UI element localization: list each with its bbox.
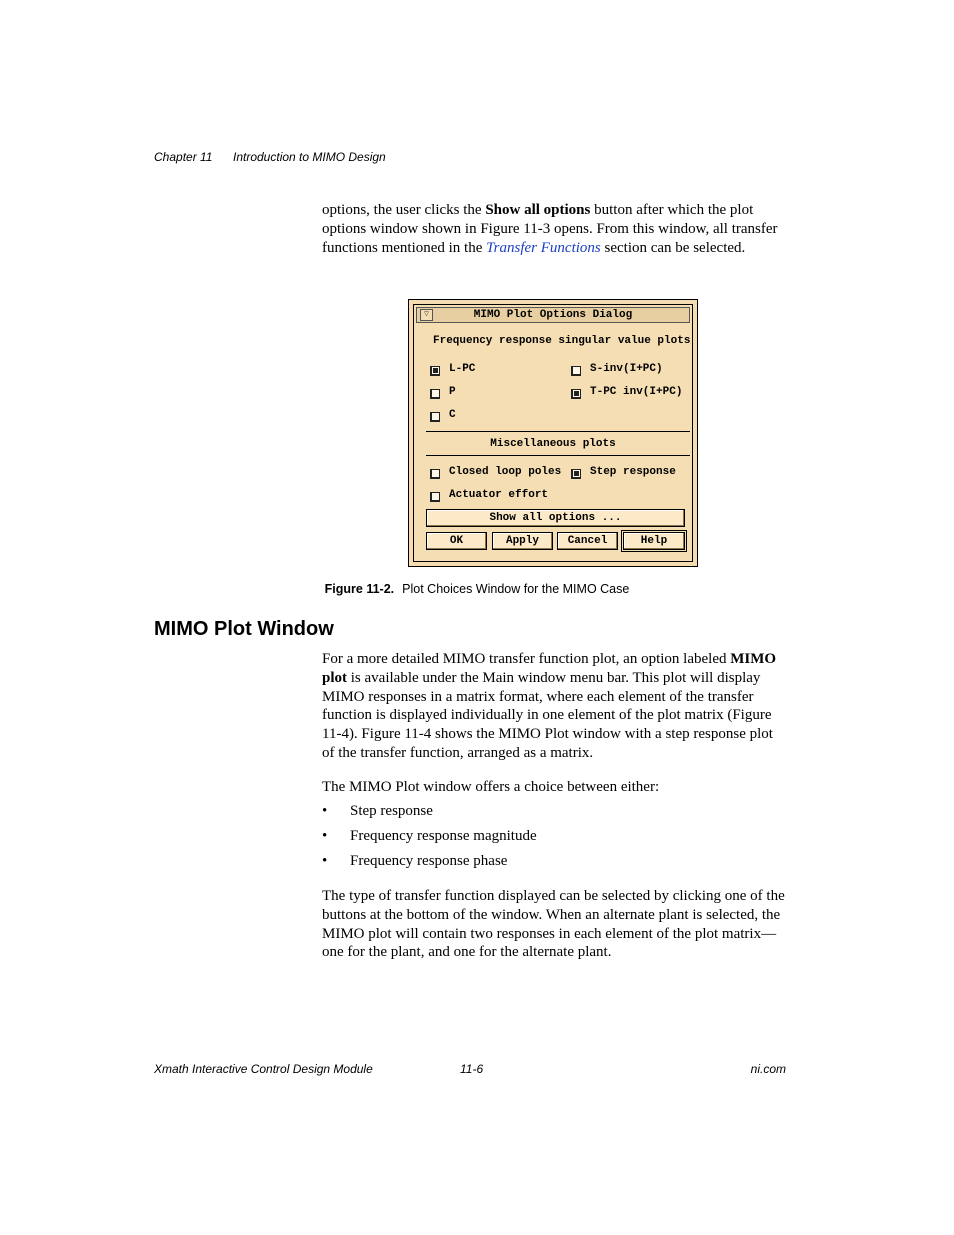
section-freq-response: Frequency response singular value plots [433, 335, 691, 347]
show-all-options-button[interactable]: Show all options ... [426, 509, 685, 527]
mimo-plot-options-dialog [408, 299, 698, 567]
header-chapter: Chapter 11 [154, 150, 213, 164]
mimo-plot-paragraph [322, 650, 788, 763]
step-response-label: Step response [590, 466, 676, 478]
separator-bottom [426, 455, 690, 456]
s-inv-label: S-inv(I+PC) [590, 363, 663, 375]
closed-loop-poles-checkbox[interactable] [431, 469, 440, 478]
figure-caption [0, 582, 954, 596]
para3-text: The type of transfer function displayed can be selected by clicking one of the buttons at the bottom of the window. When an alternate plant is selected, the MIMO plot will contain two responses in each element of the plot matrix—one for the plant, and one for the alternate plant. [322, 888, 785, 961]
footer-page-number: 11-6 [460, 1062, 484, 1076]
footer-right: ni.com [750, 1062, 786, 1076]
section-heading: MIMO Plot Window [154, 618, 334, 640]
apply-button[interactable]: Apply [492, 532, 553, 550]
para2-text: The MIMO Plot window offers a choice between either: [322, 779, 660, 795]
bullet-icon: • [322, 853, 328, 869]
t-pc-checkbox[interactable] [572, 389, 581, 398]
figure-caption-text: Plot Choices Window for the MIMO Case [402, 582, 630, 596]
l-pc-checkbox[interactable] [431, 366, 440, 375]
choice-paragraph [322, 778, 788, 797]
list-item-text: Frequency response phase [350, 853, 508, 869]
bullet-icon: • [322, 828, 328, 844]
dialog-titlebar[interactable] [416, 307, 690, 323]
dialog-title: MIMO Plot Options Dialog [473, 309, 633, 321]
closed-loop-poles-label: Closed loop poles [449, 466, 562, 478]
actuator-effort-checkbox[interactable] [431, 492, 440, 501]
p-label: P [449, 386, 456, 398]
l-pc-label: L-PC [449, 363, 476, 375]
p-checkbox[interactable] [431, 389, 440, 398]
list-item-text: Step response [350, 803, 433, 819]
header-title: Introduction to MIMO Design [233, 150, 386, 164]
ok-button[interactable]: OK [426, 532, 487, 550]
para1-text-pre: For a more detailed MIMO transfer function plot, an option labeled [322, 651, 731, 667]
para1-text-post: is available under the Main window menu bar. This plot will display MIMO responses in a matrix format, where each element of the transfer function is displayed individually in one element of the plot matrix (Figure 11-4). Figure 11-4 shows the MIMO Plot window with a step response plot of the transfer function, arranged as a matrix. [322, 669, 773, 761]
c-label: C [449, 409, 456, 421]
help-button[interactable]: Help [623, 532, 685, 550]
intro-text-mid: button after which the plot options window shown in Figure 11-3 opens. From this window, all transfer functions mentioned in the [322, 202, 778, 256]
para1-bold: MIMO plot [322, 651, 777, 686]
c-checkbox[interactable] [431, 412, 440, 421]
t-pc-label: T-PC inv(I+PC) [590, 386, 683, 398]
intro-bold: Show all options [485, 202, 591, 218]
figure-label: Figure 11-2. [324, 582, 395, 596]
section-misc: Miscellaneous plots [490, 438, 616, 450]
actuator-effort-label: Actuator effort [449, 489, 549, 501]
footer-left: Xmath Interactive Control Design Module [154, 1062, 373, 1076]
s-inv-checkbox[interactable] [572, 366, 581, 375]
transfer-type-paragraph [322, 887, 788, 962]
bullet-icon: • [322, 803, 328, 819]
window-menu-icon[interactable]: ▽ [420, 309, 433, 321]
dialog-body [413, 304, 693, 562]
intro-paragraph [322, 201, 788, 257]
intro-text-post: section can be selected. [600, 239, 746, 256]
separator-top [426, 431, 690, 432]
cancel-button[interactable]: Cancel [557, 532, 618, 550]
transfer-functions-link[interactable]: Transfer Functions [486, 239, 601, 256]
step-response-checkbox[interactable] [572, 469, 581, 478]
list-item-text: Frequency response magnitude [350, 828, 537, 844]
intro-text-pre: options, the user clicks the [322, 202, 486, 218]
